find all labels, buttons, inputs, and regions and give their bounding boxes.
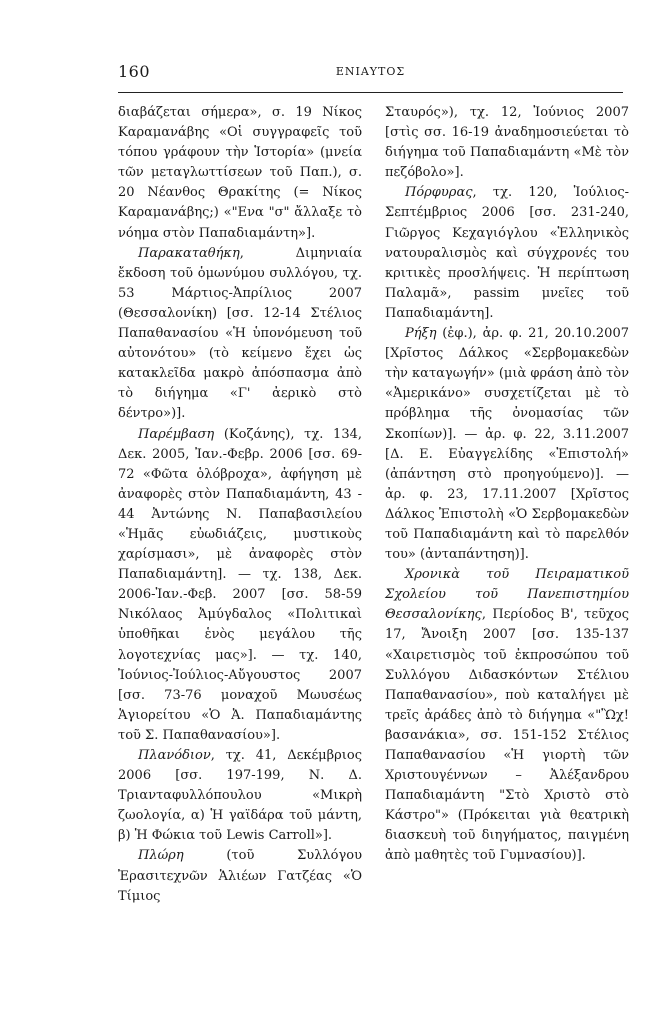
entry-parakatathiki: Παρακαταθήκη, Διμηνιαία ἔκδοση τοῦ ὁμωνύμου συλλόγου, τχ. 53 Μάρτιος-Ἀπρίλιος 2007 (Θεσσαλονίκη) [σσ. 12-14 Στέλιος Παπαθανασίου «Ἡ ὑπονόμευση τοῦ αὐτονότου» (τὸ κείμενο ἔχει ὡς κατακλεῖδα μακρὸ ἀπόσπασμα ἀπὸ τὸ διήγημα «Γ' ἀερικὸ στὸ δέντρο»)]. [118, 245, 362, 422]
entry-title: Ρήξη [405, 326, 437, 342]
entry-title: Χρονικὰ τοῦ Πειραματικοῦ Σχολείου τοῦ Πανεπιστημίου Θεσσαλονίκης [385, 567, 629, 623]
entry-planodion: Πλανόδιον, τχ. 41, Δεκέμβριος 2006 [σσ. 197-199, Ν. Δ. Τριανταφυλλόπουλου «Μικρὴ ζωολογία, α) Ἡ γαϊδάρα τοῦ μάντη, β) Ἡ Φώκια τοῦ Lewis Carroll»]. [118, 748, 362, 844]
entry-title: Πόρφυρας [405, 185, 473, 201]
entry-chronika: Χρονικὰ τοῦ Πειραματικοῦ Σχολείου τοῦ Πανεπιστημίου Θεσσαλονίκης, Περίοδος Β', τεῦχος 17, Ἄνοιξη 2007 [σσ. 135-137 «Χαιρετισμὸς τοῦ ἐκπροσώπου τοῦ Συλλόγου Διδασκόντων Στέλιου Παπαθανασίου», ποὺ καταλήγει μὲ τρεῖς ἀράδες ἀπὸ τὸ διήγημα «"Ὢχ! βασανάκια», σσ. 151-152 Στέλιος Παπαθανασίου «Ἡ γιορτὴ τῶν Χριστουγέννων – Ἀλέξανδρου Παπαδιαμάντη "Στὸ Χριστὸ στὸ Κάστρο"» (Πρόκειται γιὰ θεατρικὴ διασκευὴ τοῦ διηγήματος, παιγμένη ἀπὸ μαθητὲς τοῦ Γυμνασίου)]. [385, 567, 629, 864]
entry-plori: Πλώρη (τοῦ Συλλόγου Ἐρασιτεχνῶν Ἁλιέων Γατζέας «Ὁ Τίμιος [118, 848, 362, 904]
entry-continued: διαβάζεται σήμερα», σ. 19 Νίκος Καραμανάβης «Οἱ συγγραφεῖς τοῦ τόπου γράφουν τὴν Ἱστορία» (μνεία τῶν μεταγλωττίσεων τοῦ Παπ.), σ. 20 Νέανθος Θρακίτης (= Νίκος Καραμανάβης;) «"Ενα "σ" ἄλλαξε τὸ νόημα στὸν Παπαδιαμάντη»]. [118, 105, 362, 241]
entry-paremvasi: Παρέμβαση (Κοζάνης), τχ. 134, Δεκ. 2005, Ἰαν.-Φεβρ. 2006 [σσ. 69-72 «Φῶτα ὁλόβροχα», ἀφήγηση μὲ ἀναφορὲς στὸν Παπαδιαμάντη, 43 - 44 Ἀντώνης Ν. Παπαβασιλείου «Ἡμᾶς εὐωδιάζεις, μυστικοὺς χαρίσμασι», μὲ ἀναφορὲς στὸν Παπαδιαμάντη]. — τχ. 138, Δεκ. 2006-Ἰαν.-Φεβ. 2007 [σσ. 58-59 Νικόλαος Ἀμύγδαλος «Πολιτικαὶ ὑποθῆκαι ἑνὸς μεγάλου τῆς λογοτεχνίας μας»]. — τχ. 140, Ἰούνιος-Ἰούλιος-Αὔγουστος 2007 [σσ. 73-76 μοναχοῦ Μωυσέως Ἁγιορείτου «Ὁ Ἀ. Παπαδιαμάντης τοῦ Σ. Παπαθανασίου»]. [118, 426, 362, 743]
running-title: ΕΝΙΑΥΤΟΣ [335, 65, 406, 78]
right-column [385, 103, 629, 867]
left-column [118, 103, 362, 907]
page-number: 160 [118, 62, 151, 81]
entry-title: Παρέμβαση [138, 426, 215, 442]
entry-rixi: Ρήξη (ἐφ.), ἀρ. φ. 21, 20.10.2007 [Χρῖστος Δάλκος «Σερβομακεδὼν τὴν καταγωγήν» (μιὰ φράση ἀπὸ τὸν «Ἀμερικάνο» συσχετίζεται μὲ τὸ πρόβλημα τῆς ὀνομασίας τῶν Σκοπίων)]. — ἀρ. φ. 22, 3.11.2007 [Δ. Ε. Εὐαγγελίδης «Ἐπιστολή» (ἀπάντηση στὸ προηγούμενο)]. — ἀρ. φ. 23, 17.11.2007 [Χρῖστος Δάλκος Ἐπιστολὴ «Ὁ Σερβομακεδὼν τοῦ Παπαδιαμάντη καὶ τὸ παρελθόν του» (ἀνταπάντηση)]. [385, 326, 629, 563]
page-header [118, 62, 623, 88]
entry-title: Πλώρη [138, 848, 184, 864]
entry-title: Πλανόδιον [138, 748, 211, 763]
entry-continued: Σταυρός»), τχ. 12, Ἰούνιος 2007 [στὶς σσ. 16-19 ἀναδημοσιεύεται τὸ διήγημα τοῦ Παπαδιαμάντη «Μὲ τὸν πεζόβολο»]. [385, 105, 629, 181]
entry-porfyras: Πόρφυρας, τχ. 120, Ἰούλιος-Σεπτέμβριος 2006 [σσ. 231-240, Γιῶργος Κεχαγιόγλου «Ἑλληνικὸς νατουραλισμὸς καὶ σύγχρονές του κριτικὲς προσλήψεις. Ἡ περίπτωση Παλαμᾶ», passim μνεῖες τοῦ Παπαδιαμάντη]. [385, 185, 629, 321]
header-rule [118, 92, 623, 93]
entry-title: Παρακαταθήκη [138, 245, 240, 261]
